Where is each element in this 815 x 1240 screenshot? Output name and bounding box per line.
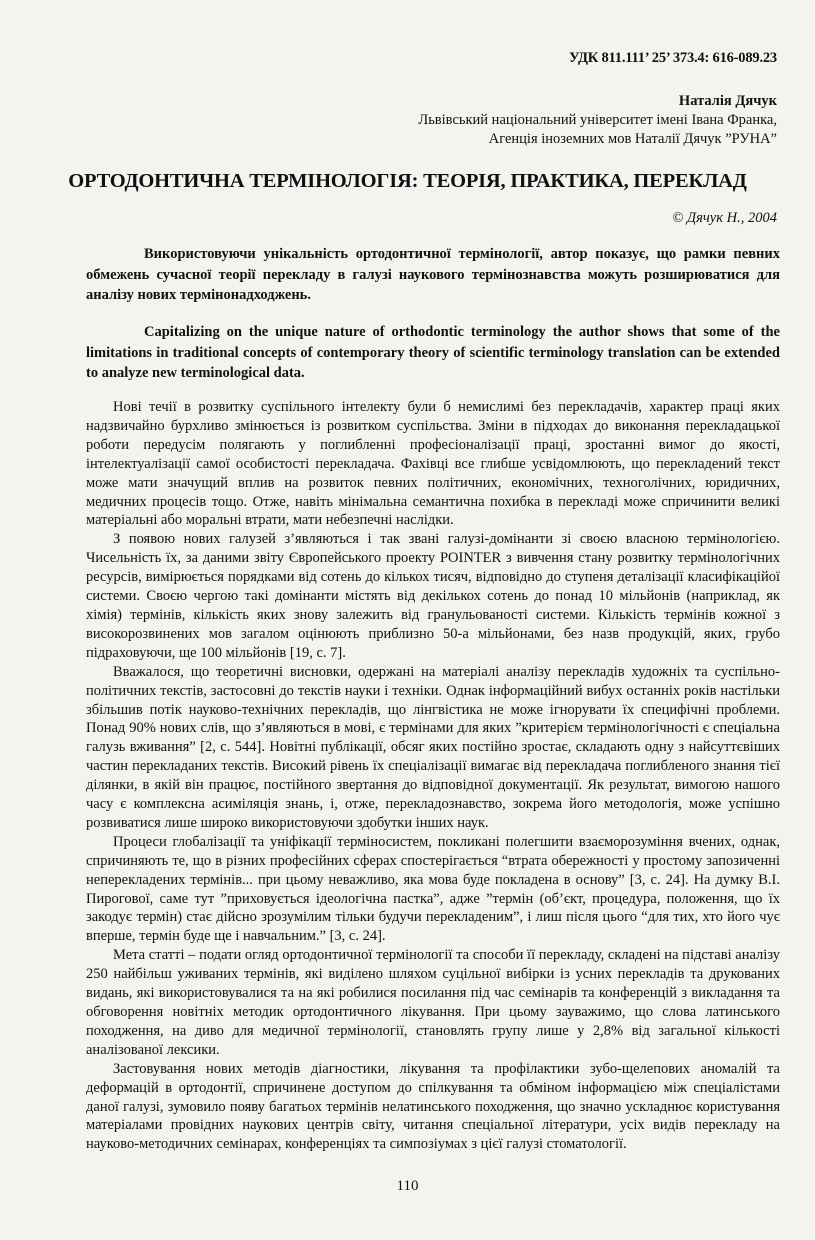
- author-block: [418, 92, 777, 149]
- body-paragraph: Застовування нових методів діагностики, лікування та профілактики зубо-щелепових аномалій та деформацій в ортодонтії, спричинене доступом до спілкування та обміном інформацією між спеціалістами даної галузі, зумовило появу багатьох термінів нелатинського походження, що значно ускладнює користування матеріалами провідних наукових центрів світу, читання спеціальної літератури, усіх видів перекладу на науково-методичних семінарах, конференціях та симпозіумах з цієї галузі стоматології.: [86, 1060, 780, 1153]
- author-name: Наталія Дячук: [678, 93, 777, 109]
- article-title: ОРТОДОНТИЧНА ТЕРМІНОЛОГІЯ: ТЕОРІЯ, ПРАКТИКА, ПЕРЕКЛАД: [68, 170, 747, 192]
- abstract-ukrainian: Використовуючи унікальність ортодонтичної термінології, автор показує, що рамки певних обмежень сучасної теорії перекладу в галузі наукового термінознавства можуть розширюватися для аналізу нових термінонадходжень.: [86, 246, 780, 303]
- body-paragraph: Процеси глобалізації та уніфікації терміносистем, покликані полегшити взаєморозуміння вчених, однак, спричиняють те, що в різних професійних сферах спостерігається “втрата обережності у простому запозиченні неперекладених термінів... при цьому неважливо, яка мова буде покладена в основу” [3, с. 24]. На думку В.І. Пирогової, саме тут ”приховується ідеологічна пастка”, адже ”термін (об’єкт, процедура, положення, що їх закодує термін) стає дійсно зрозумілим тільки будучи перекладеним”, і лиш після цього “для тих, хто його чує вперше, термін буде ще і навчальним.” [3, с. 24].: [86, 833, 780, 945]
- page-number: 110: [396, 1178, 419, 1194]
- body-paragraph: Нові течії в розвитку суспільного інтелекту були б немислимі без перекладачів, характер праці яких надзвичайно бурхливо змінюється із розвитком суспільства. Зміни в підходах до виконання перекладацької роботи передусім полягають у поглибленні професіоналізації праці, зростанні вимог до якості, інтелектуалізації самої особистості перекладача. Фахівці все глибше усвідомлюють, що перекладений текст може мати значущий вплив на розвиток певних політичних, економічних, техноголічних, юридичних, медичних процесів тощо. Отже, навіть мінімальна семантична похибка в перекладі може спричинити великі матеріальні або моральні втрати, мати небезпечні наслідки.: [86, 399, 780, 529]
- abstract-english: Capitalizing on the unique nature of orthodontic terminology the author shows that some of the limitations in traditional concepts of contemporary theory of scientific terminology translation can be extended to analyze new terminological data.: [86, 324, 780, 381]
- body-paragraph: З появою нових галузей з’являються і так звані галузі-домінанти зі своєю власною термінологією. Чисельність їх, за даними звіту Європейського проекту POINTER з вивчення стану розвитку термінологічних ресурсів, вимірюється порядками від сотень до кількох тисяч, відповідно до ступеня деталізації класифікаційої системи. Своєю чергою такі домінанти містять від декількох сотень до понад 10 мільйонів (наприклад, як хімія) термінів, кількість яких знову залежить від гранульованості системи. Кількість термінів кожної з високорозвинених мов загалом оцінюють приблизно 50-а мільйонами, без назв продукцій, яких, грубо підраховуючи, ще 100 мільйонів [19, с. 7].: [86, 531, 780, 661]
- author-affiliation-agency: Агенція іноземних мов Наталії Дячук ”РУНА”: [488, 131, 777, 147]
- body-paragraph: Вважалося, що теоретичні висновки, одержані на матеріалі аналізу перекладів художніх та суспільно-політичних текстів, застосовні до текстів науки і техніки. Однак інформаційний вибух останніх років настільки збільшив потік науково-технічних перекладів, що лінгвістика не може ігнорувати їх специфічні проблеми. Понад 90% нових слів, що з’являються в мові, є термінами для яких ”критерієм термінологічності є спеціальна галузь вживання” [2, с. 544]. Новітні публікації, обсяг яких постійно зростає, складають одну з найсуттєвіших частин перекладаних текстів. Високий рівень їх спеціалізації вимагає від перекладача поглибленого знання тієї ділянки, в якій він працює, постійного звертання до відповідної документації. Як результат, вимогою нашого часу є комплексна асиміляція знань, і, отже, перекладознавство, зокрема його методологія, може успішно розвиватися лише широко використовуючи здобутки інших наук.: [86, 663, 780, 831]
- copyright-notice: © Дячук Н., 2004: [672, 210, 777, 226]
- body-paragraph: Мета статті – подати огляд ортодонтичної термінології та способи її перекладу, складені на підставі аналізу 250 найбільш уживаних термінів, які виділено шляхом суцільної вибірки із усних перекладів та друкованих видань, які використовувалися та на які робилися посилання під час семінарів та конференцій з викладання та обговорення новітніх методик ортодонтичного лікування. При цьому зауважимо, що слова латинського походження, на диво для медичної термінології, становлять групу лише у 2,8% від загальної кількості аналізованої лексики.: [86, 947, 780, 1058]
- article-body: [86, 398, 780, 1154]
- author-affiliation-university: Львівський національний університет імені Івана Франка,: [418, 112, 777, 128]
- udk-code: УДК 811.111’ 25’ 373.4: 616-089.23: [568, 50, 777, 66]
